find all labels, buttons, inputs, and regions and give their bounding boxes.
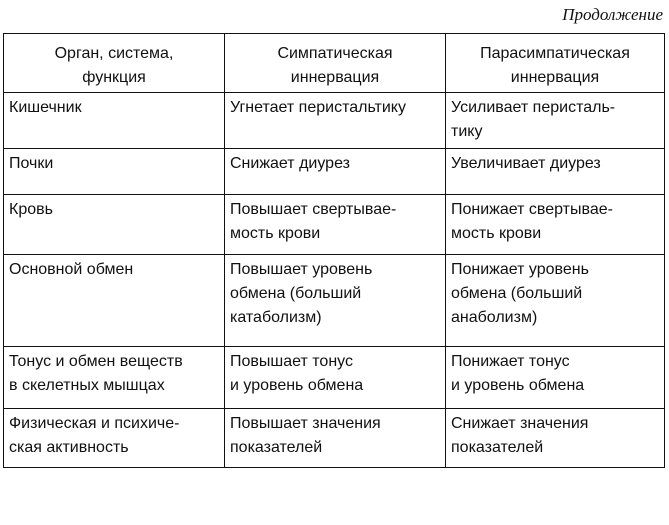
- cell-sympathetic: Повышает тонус и уровень обмена: [225, 347, 446, 409]
- cell-parasympathetic: Усиливает перисталь- тику: [446, 93, 665, 149]
- cell-parasympathetic: Снижает значения показателей: [446, 409, 665, 468]
- cell-organ: Основной обмен: [4, 255, 225, 347]
- cell-organ: Почки: [4, 149, 225, 195]
- header-sympathetic: Симпатическая иннервация: [225, 34, 446, 93]
- cell-parasympathetic: Понижает тонус и уровень обмена: [446, 347, 665, 409]
- cell-parasympathetic: Увеличивает диурез: [446, 149, 665, 195]
- cell-sympathetic: Снижает диурез: [225, 149, 446, 195]
- continued-label: Продолжение: [562, 5, 663, 24]
- cell-sympathetic: Угнетает перистальтику: [225, 93, 446, 149]
- cell-organ: Физическая и психиче- ская активность: [4, 409, 225, 468]
- table-row: [4, 255, 665, 347]
- cell-parasympathetic: Понижает свертывае- мость крови: [446, 195, 665, 255]
- innervation-table: [3, 33, 665, 468]
- table-header-row: [4, 34, 665, 93]
- table-row: [4, 93, 665, 149]
- table-row: [4, 149, 665, 195]
- table-row: [4, 409, 665, 468]
- header-organ: Орган, система, функция: [4, 34, 225, 93]
- cell-parasympathetic: Понижает уровень обмена (больший анаболизм): [446, 255, 665, 347]
- cell-sympathetic: Повышает значения показателей: [225, 409, 446, 468]
- cell-sympathetic: Повышает уровень обмена (больший катаболизм): [225, 255, 446, 347]
- table-row: [4, 347, 665, 409]
- cell-sympathetic: Повышает свертывае- мость крови: [225, 195, 446, 255]
- cell-organ: Тонус и обмен веществ в скелетных мышцах: [4, 347, 225, 409]
- table-row: [4, 195, 665, 255]
- header-parasympathetic: Парасимпатическая иннервация: [446, 34, 665, 93]
- cell-organ: Кишечник: [4, 93, 225, 149]
- cell-organ: Кровь: [4, 195, 225, 255]
